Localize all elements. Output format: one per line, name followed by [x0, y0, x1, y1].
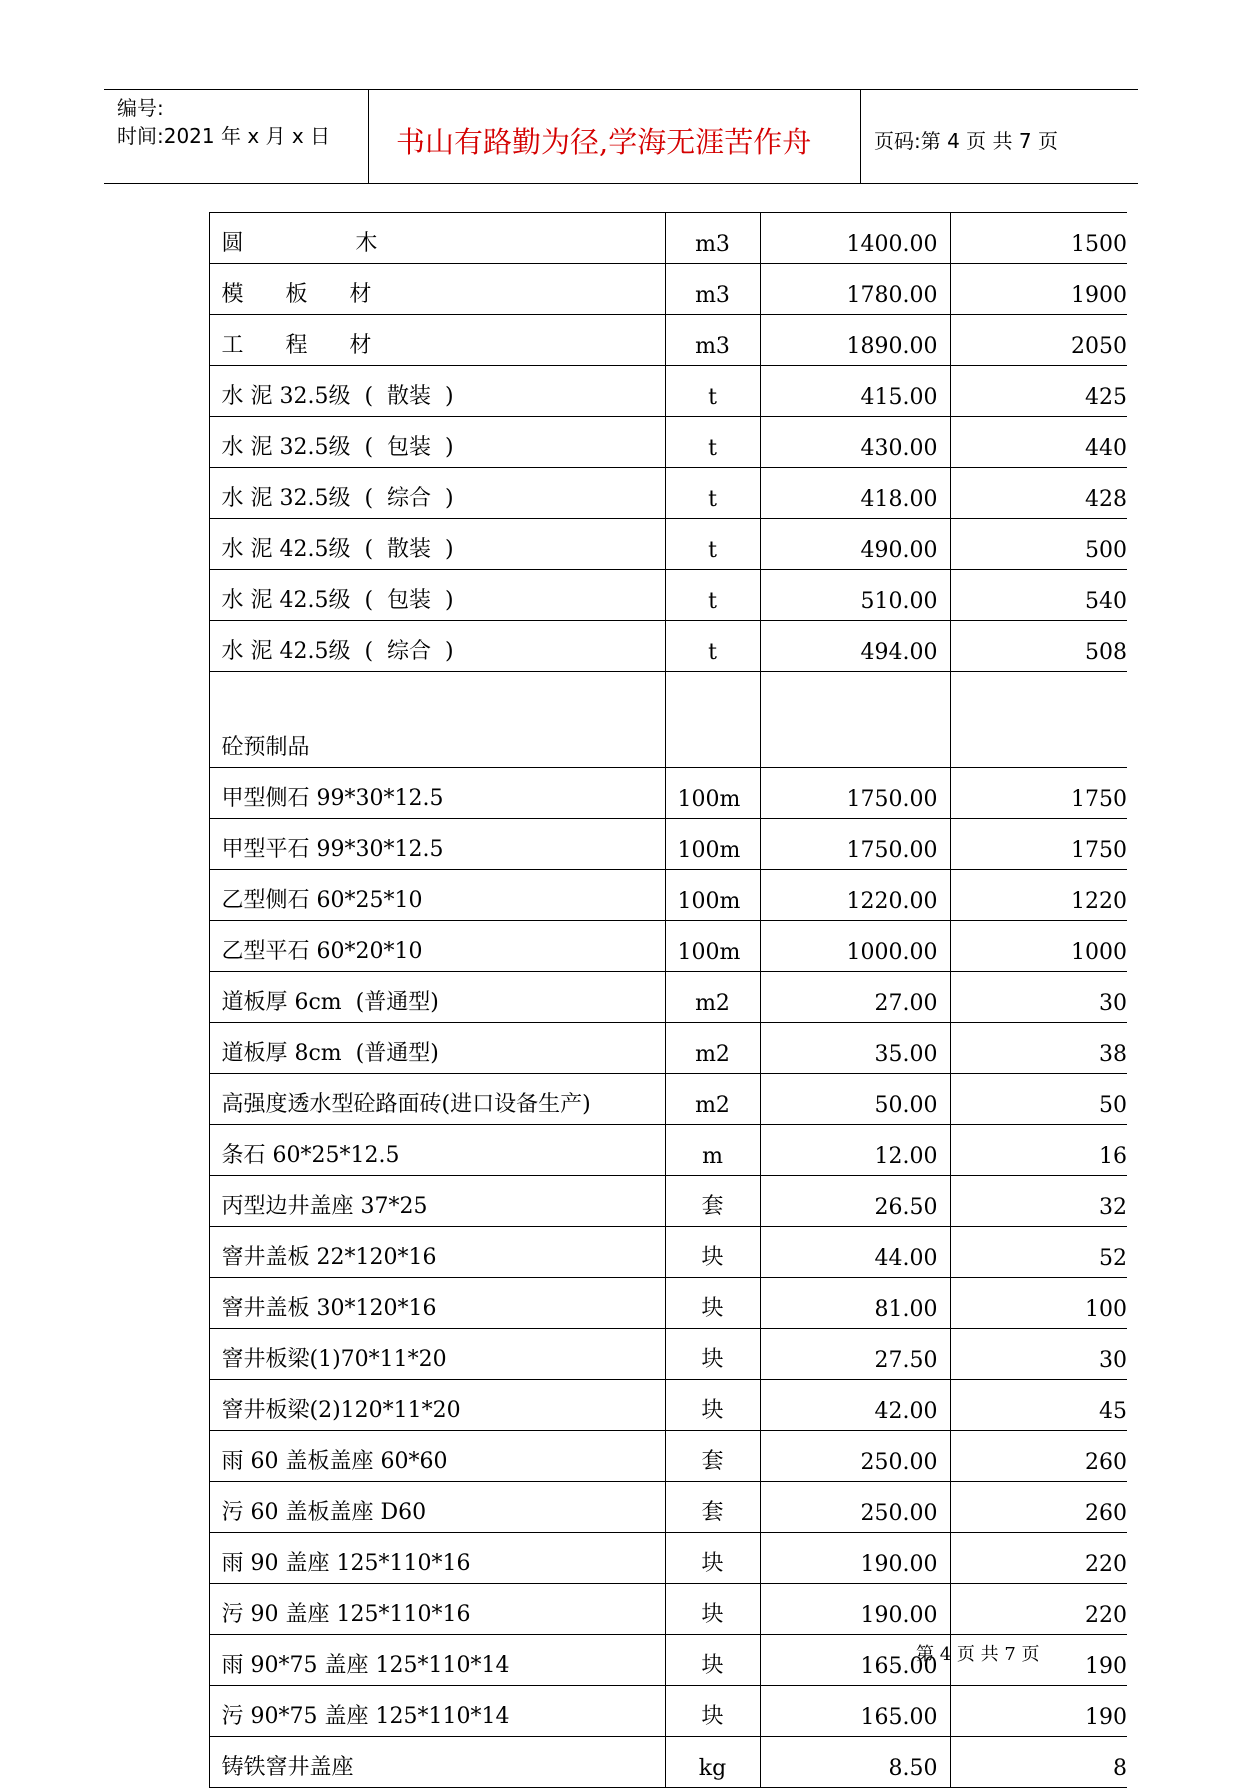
- unit-cell: m2: [665, 972, 760, 1023]
- material-name-cell: 丙型边井盖座 37*25: [209, 1176, 665, 1227]
- unit-cell: t: [665, 417, 760, 468]
- price-cell: 490.00: [760, 519, 950, 570]
- table-row: [187, 264, 1127, 315]
- unit-cell: m2: [665, 1023, 760, 1074]
- table-row: [187, 315, 1127, 366]
- row-edge: [187, 315, 209, 366]
- price2-cell: 220: [950, 1533, 1127, 1584]
- price2-cell: 100: [950, 1278, 1127, 1329]
- price-cell: 165.00: [760, 1635, 950, 1686]
- material-name-cell: 甲型侧石 99*30*12.5: [209, 768, 665, 819]
- unit-cell: 100m: [665, 819, 760, 870]
- unit-cell: m: [665, 1125, 760, 1176]
- material-name-cell: 污 90 盖座 125*110*16: [209, 1584, 665, 1635]
- row-edge: [187, 972, 209, 1023]
- price2-cell: 32: [950, 1176, 1127, 1227]
- header-number-label: 编号:: [117, 96, 164, 120]
- material-name-cell: 窨井板梁(2)120*11*20: [209, 1380, 665, 1431]
- price2-cell: 508: [950, 621, 1127, 672]
- price-cell: 430.00: [760, 417, 950, 468]
- unit-cell: kg: [665, 1737, 760, 1788]
- price-cell: 1750.00: [760, 768, 950, 819]
- table-row: [187, 213, 1127, 264]
- material-name-cell: 模 板 材: [209, 264, 665, 315]
- material-name-cell: 污 90*75 盖座 125*110*14: [209, 1686, 665, 1737]
- row-edge: [187, 621, 209, 672]
- header-top-rule: [104, 89, 1138, 90]
- row-edge: [187, 1584, 209, 1635]
- unit-cell: m2: [665, 1074, 760, 1125]
- row-edge: [187, 1482, 209, 1533]
- row-edge: [187, 264, 209, 315]
- table-row: [187, 972, 1127, 1023]
- price-cell: 42.00: [760, 1380, 950, 1431]
- material-name-cell: 高强度透水型砼路面砖(进口设备生产): [209, 1074, 665, 1125]
- material-name-cell: 道板厚 6cm (普通型): [209, 972, 665, 1023]
- price-cell: 418.00: [760, 468, 950, 519]
- row-edge: [187, 1686, 209, 1737]
- header-divider-right: [860, 89, 861, 183]
- table-row: [187, 1227, 1127, 1278]
- row-edge: [187, 213, 209, 264]
- row-edge: [187, 468, 209, 519]
- price-cell: 415.00: [760, 366, 950, 417]
- material-name-cell: 窨井盖板 30*120*16: [209, 1278, 665, 1329]
- unit-cell: 套: [665, 1431, 760, 1482]
- row-edge: [187, 1023, 209, 1074]
- price2-cell: 30: [950, 1329, 1127, 1380]
- material-name-cell: 铸铁窨井盖座: [209, 1737, 665, 1788]
- header-motto: 书山有路勤为径,学海无涯苦作舟: [396, 125, 812, 159]
- footer-page-number: 第 4 页 共 7 页: [916, 1644, 1040, 1665]
- price-cell: 1000.00: [760, 921, 950, 972]
- material-name-cell: 乙型侧石 60*25*10: [209, 870, 665, 921]
- row-edge: [187, 870, 209, 921]
- price2-cell: 1220: [950, 870, 1127, 921]
- table-row: [187, 1431, 1127, 1482]
- price-table: [187, 212, 1127, 1788]
- table-row: [187, 1329, 1127, 1380]
- section-row: [187, 672, 1127, 768]
- price2-cell: 52: [950, 1227, 1127, 1278]
- price2-cell: 428: [950, 468, 1127, 519]
- row-edge: [187, 921, 209, 972]
- price-cell: 190.00: [760, 1533, 950, 1584]
- unit-cell: t: [665, 621, 760, 672]
- price2-cell: 16: [950, 1125, 1127, 1176]
- price-cell: [760, 672, 950, 768]
- price2-cell: 1750: [950, 819, 1127, 870]
- row-edge: [187, 366, 209, 417]
- price2-cell: 500: [950, 519, 1127, 570]
- unit-cell: 块: [665, 1584, 760, 1635]
- row-edge: [187, 570, 209, 621]
- price2-cell: 38: [950, 1023, 1127, 1074]
- material-name-cell: 砼预制品: [209, 672, 665, 768]
- table-row: [187, 1584, 1127, 1635]
- unit-cell: 套: [665, 1176, 760, 1227]
- price2-cell: 45: [950, 1380, 1127, 1431]
- unit-cell: 块: [665, 1635, 760, 1686]
- price2-cell: 8: [950, 1737, 1127, 1788]
- price2-cell: 540: [950, 570, 1127, 621]
- material-name-cell: 圆 木: [209, 213, 665, 264]
- price-cell: 8.50: [760, 1737, 950, 1788]
- row-edge: [187, 1125, 209, 1176]
- header-page-label: 页码:第 4 页 共 7 页: [874, 129, 1058, 153]
- row-edge: [187, 768, 209, 819]
- price2-cell: 1750: [950, 768, 1127, 819]
- unit-cell: t: [665, 468, 760, 519]
- table-row: [187, 468, 1127, 519]
- price-cell: 44.00: [760, 1227, 950, 1278]
- price-cell: 50.00: [760, 1074, 950, 1125]
- price2-cell: [950, 672, 1127, 768]
- price-cell: 250.00: [760, 1482, 950, 1533]
- table-row: [187, 519, 1127, 570]
- price2-cell: 440: [950, 417, 1127, 468]
- row-edge: [187, 1380, 209, 1431]
- header-time-label: 时间:2021 年 x 月 x 日: [117, 124, 331, 148]
- price-cell: 494.00: [760, 621, 950, 672]
- price2-cell: 2050: [950, 315, 1127, 366]
- material-name-cell: 条石 60*25*12.5: [209, 1125, 665, 1176]
- table-row: [187, 621, 1127, 672]
- row-edge: [187, 1227, 209, 1278]
- price-cell: 1750.00: [760, 819, 950, 870]
- unit-cell: [665, 672, 760, 768]
- material-name-cell: 窨井板梁(1)70*11*20: [209, 1329, 665, 1380]
- price2-cell: 50: [950, 1074, 1127, 1125]
- unit-cell: 块: [665, 1686, 760, 1737]
- row-edge: [187, 672, 209, 768]
- price2-cell: 220: [950, 1584, 1127, 1635]
- price2-cell: 190: [950, 1686, 1127, 1737]
- table-row: [187, 1380, 1127, 1431]
- unit-cell: 块: [665, 1329, 760, 1380]
- header-bottom-rule: [104, 183, 1138, 184]
- table-row: [187, 1533, 1127, 1584]
- row-edge: [187, 417, 209, 468]
- table-row: [187, 870, 1127, 921]
- material-name-cell: 雨 60 盖板盖座 60*60: [209, 1431, 665, 1482]
- unit-cell: 块: [665, 1380, 760, 1431]
- price2-cell: 1000: [950, 921, 1127, 972]
- material-name-cell: 水 泥 32.5级 ( 散装 ): [209, 366, 665, 417]
- row-edge: [187, 1737, 209, 1788]
- unit-cell: t: [665, 519, 760, 570]
- unit-cell: 块: [665, 1227, 760, 1278]
- material-name-cell: 水 泥 42.5级 ( 散装 ): [209, 519, 665, 570]
- material-name-cell: 水 泥 42.5级 ( 包装 ): [209, 570, 665, 621]
- table-row: [187, 1176, 1127, 1227]
- table-row: [187, 366, 1127, 417]
- table-row: [187, 1125, 1127, 1176]
- unit-cell: 块: [665, 1278, 760, 1329]
- price-cell: 26.50: [760, 1176, 950, 1227]
- material-name-cell: 窨井盖板 22*120*16: [209, 1227, 665, 1278]
- table-row: [187, 1023, 1127, 1074]
- unit-cell: 块: [665, 1533, 760, 1584]
- table-row: [187, 1278, 1127, 1329]
- row-edge: [187, 1176, 209, 1227]
- unit-cell: 套: [665, 1482, 760, 1533]
- row-edge: [187, 1074, 209, 1125]
- material-name-cell: 污 60 盖板盖座 D60: [209, 1482, 665, 1533]
- material-name-cell: 工 程 材: [209, 315, 665, 366]
- unit-cell: m3: [665, 264, 760, 315]
- table-row: [187, 819, 1127, 870]
- table-row: [187, 417, 1127, 468]
- table-row: [187, 570, 1127, 621]
- material-name-cell: 雨 90 盖座 125*110*16: [209, 1533, 665, 1584]
- price2-cell: 260: [950, 1431, 1127, 1482]
- price-cell: 35.00: [760, 1023, 950, 1074]
- unit-cell: 100m: [665, 870, 760, 921]
- unit-cell: m3: [665, 315, 760, 366]
- material-name-cell: 道板厚 8cm (普通型): [209, 1023, 665, 1074]
- row-edge: [187, 819, 209, 870]
- table-row: [187, 921, 1127, 972]
- table-row: [187, 1482, 1127, 1533]
- table-row: [187, 1686, 1127, 1737]
- price-cell: 81.00: [760, 1278, 950, 1329]
- price-cell: 190.00: [760, 1584, 950, 1635]
- price-cell: 165.00: [760, 1686, 950, 1737]
- price2-cell: 30: [950, 972, 1127, 1023]
- row-edge: [187, 1278, 209, 1329]
- price2-cell: 1900: [950, 264, 1127, 315]
- price2-cell: 190: [950, 1635, 1127, 1686]
- price-cell: 1780.00: [760, 264, 950, 315]
- price-cell: 1400.00: [760, 213, 950, 264]
- material-name-cell: 水 泥 42.5级 ( 综合 ): [209, 621, 665, 672]
- table-row: [187, 768, 1127, 819]
- unit-cell: 100m: [665, 768, 760, 819]
- price-table-body: [187, 213, 1127, 1788]
- price-cell: 12.00: [760, 1125, 950, 1176]
- row-edge: [187, 1635, 209, 1686]
- unit-cell: 100m: [665, 921, 760, 972]
- price-cell: 250.00: [760, 1431, 950, 1482]
- row-edge: [187, 1431, 209, 1482]
- unit-cell: t: [665, 366, 760, 417]
- price-cell: 27.00: [760, 972, 950, 1023]
- price2-cell: 1500: [950, 213, 1127, 264]
- row-edge: [187, 519, 209, 570]
- material-name-cell: 甲型平石 99*30*12.5: [209, 819, 665, 870]
- price2-cell: 260: [950, 1482, 1127, 1533]
- header-divider-left: [368, 89, 369, 183]
- material-name-cell: 乙型平石 60*20*10: [209, 921, 665, 972]
- price2-cell: 425: [950, 366, 1127, 417]
- price-cell: 1890.00: [760, 315, 950, 366]
- row-edge: [187, 1533, 209, 1584]
- table-row: [187, 1074, 1127, 1125]
- table-row: [187, 1737, 1127, 1788]
- price-cell: 27.50: [760, 1329, 950, 1380]
- price-cell: 510.00: [760, 570, 950, 621]
- material-name-cell: 雨 90*75 盖座 125*110*14: [209, 1635, 665, 1686]
- row-edge: [187, 1329, 209, 1380]
- unit-cell: t: [665, 570, 760, 621]
- unit-cell: m3: [665, 213, 760, 264]
- price-cell: 1220.00: [760, 870, 950, 921]
- material-name-cell: 水 泥 32.5级 ( 综合 ): [209, 468, 665, 519]
- material-name-cell: 水 泥 32.5级 ( 包装 ): [209, 417, 665, 468]
